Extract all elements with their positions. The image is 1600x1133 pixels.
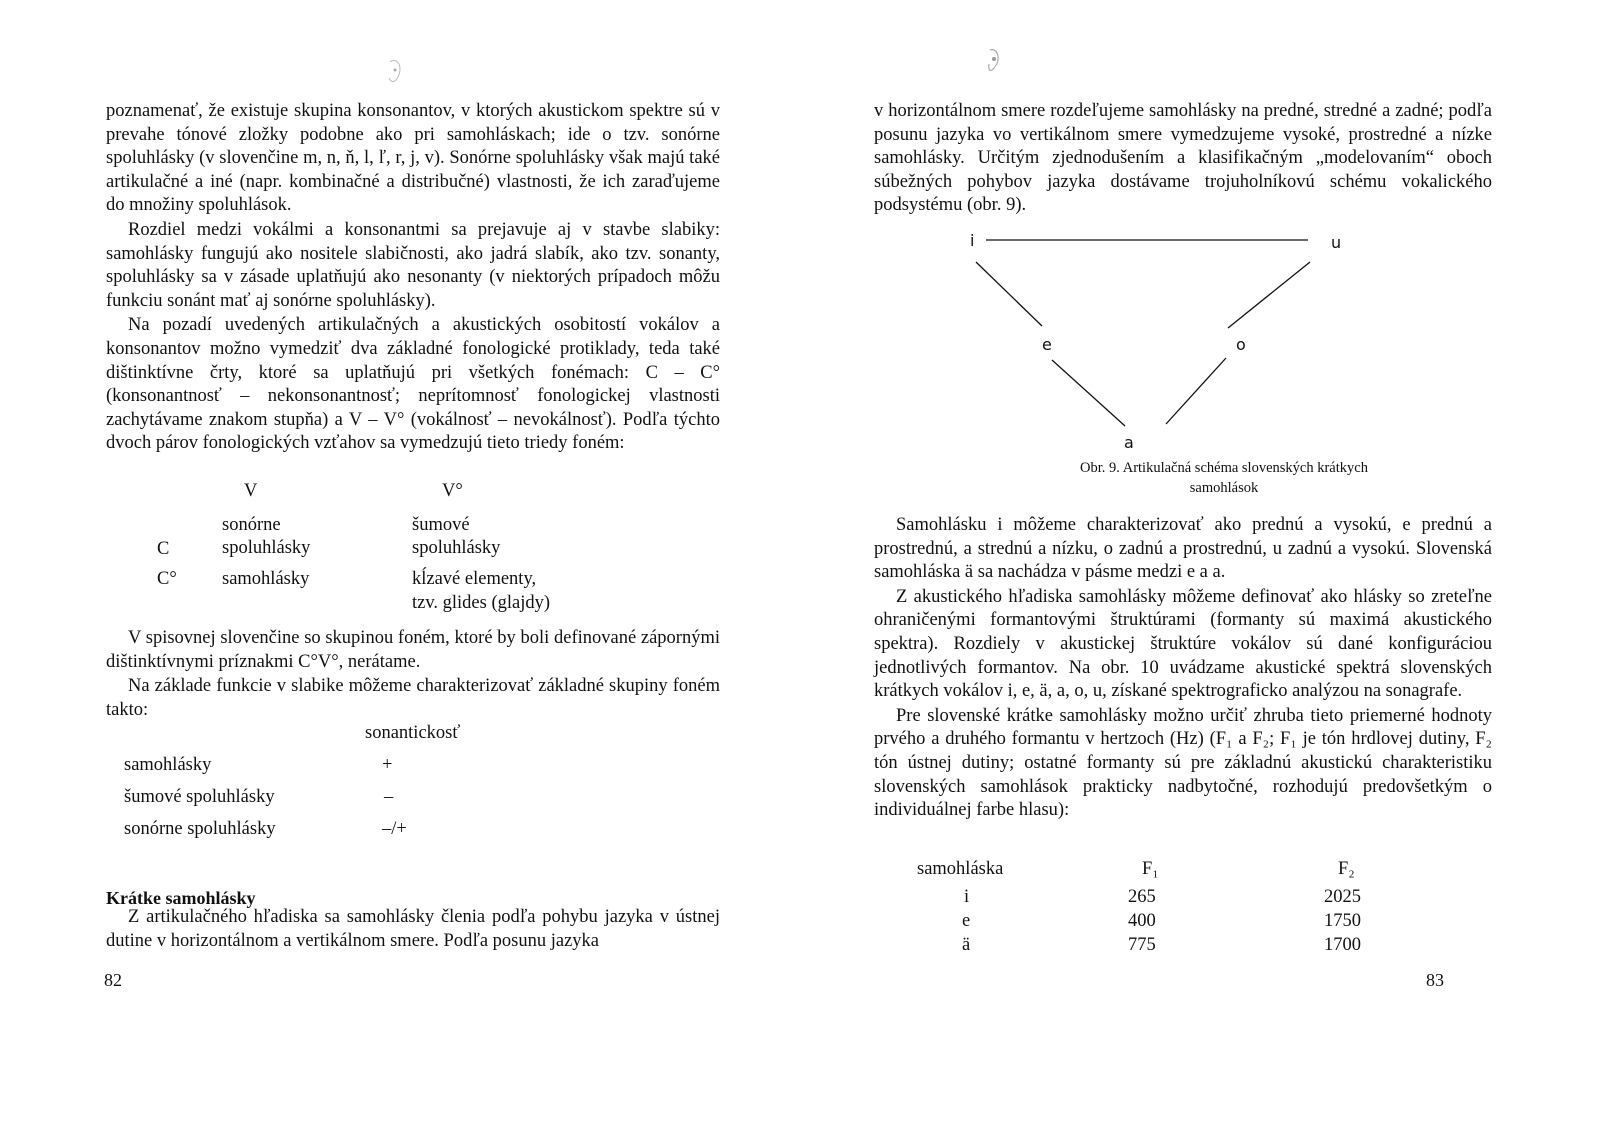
left-text-block-2	[106, 627, 720, 722]
grid-header-v0: V°	[442, 481, 463, 501]
grid-row-c0: C°	[157, 569, 177, 589]
sonant-row-value: –	[384, 787, 394, 807]
formant-header: samohláska	[917, 859, 1004, 879]
caption-line: Obr. 9. Artikulačná schéma slovenských krátkych	[1080, 460, 1368, 476]
page-number: 83	[1426, 970, 1444, 990]
vowel-triangle-diagram	[970, 230, 1370, 458]
formant-cell: 265	[1128, 887, 1156, 907]
paragraph: Na pozadí uvedených artikulačných a akustických osobitostí vokálov a konsonantov možno vymedziť dva základné fonologické protiklady, teda také dištinktívne črty, ktoré sa uplatňujú pri všetkých fonémach: C – C° (konsonantnosť – nekonsonantnosť; neprítomnosť fonologickej vlastnosti zachytávame znakom stupňa) a V – V° (vokálnosť – nevokálnosť). Podľa týchto dvoch párov fonologických vzťahov sa vymedzujú tieto triedy foném:	[106, 315, 720, 454]
formant-cell: e	[962, 911, 971, 931]
sonant-table-header: sonantickosť	[365, 723, 461, 743]
paragraph: Samohlásku i môžeme charakterizovať ako prednú a vysokú, e prednú a prostrednú, a strednú a nízku, o zadnú a prostrednú, u zadnú a vysokú. Slovenská samohláska ä sa nachádza v pásme medzi e a a.	[874, 515, 1492, 583]
line-o-a	[1166, 358, 1226, 424]
vowel-label-a: a	[1124, 433, 1134, 452]
paragraph: Na základe funkcie v slabike môžeme charakterizovať základné skupiny foném takto:	[106, 676, 720, 720]
paragraph: Rozdiel medzi vokálmi a konsonantmi sa prejavuje aj v stavbe slabiky: samohlásky fungujú ako nositele slabičnosti, ako jadrá slabík, ako tzv. sonanty, spoluhlásky sa v zásade uplatňujú ako nesonanty (v niektorých prípadoch môžu funkciu sonánt mať aj sonórne spoluhlásky).	[106, 219, 720, 311]
figure-caption	[974, 458, 1474, 498]
left-text-block-1	[106, 100, 720, 456]
caption-line: samohlások	[1189, 480, 1259, 496]
ink-smudge-icon	[384, 58, 406, 88]
right-text-block-1: v horizontálnom smere rozdeľujeme samohlásky na predné, stredné a zadné; podľa posunu jazyka vo vertikálnom smere vymedzujeme vysoké, prostredné a nízke samohlásky. Určitým zjednodušením a klasifikačným „modelovaním“ oboch súbežných pohybov jazyka dostávame trojuholníkovú schému vokalického podsystému (obr. 9).	[874, 101, 1492, 216]
formant-cell: ä	[962, 935, 971, 955]
formant-header: F₂	[1338, 859, 1355, 879]
formant-cell: 1700	[1324, 935, 1361, 955]
formant-cell: 1750	[1324, 911, 1361, 931]
sonant-row-label: samohlásky	[124, 755, 212, 775]
line-e-a	[1052, 360, 1125, 426]
paragraph: Z akustického hľadiska samohlásky môžeme definovať ako hlásky so zreteľne ohraničenými formantovými štruktúrami (formanty sú maximá akustického spektra). Rozdiely v akustickej štruktúre vokálov sú dané konfiguráciou jednotlivých formantov. Na obr. 10 uvádzame akustické spektrá slovenských krátkych vokálov i, e, ä, a, o, u, získané spektrograficko analýzou na sonagrafe.	[874, 586, 1492, 702]
line-i-e	[976, 262, 1042, 326]
formant-cell: i	[964, 887, 970, 907]
vowel-label-u: u	[1331, 233, 1342, 252]
right-text-block-2	[874, 514, 1492, 823]
paragraph: poznamenať, že existuje skupina konsonantov, v ktorých akustickom spektre sú v prevahe tónové zložky podobne ako pri samohláskach; ide o tzv. sonórne spoluhlásky (v slovenčine m, n, ň, l, ľ, r, j, v). Sonórne spoluhlásky však majú také artikulačné a iné (napr. kombinačné a distribučné) vlastnosti, že ich zaraďujeme do množiny spoluhlások.	[106, 101, 720, 216]
right-page	[800, 0, 1600, 1133]
grid-header-v: V	[244, 481, 258, 501]
vowel-label-i: i	[970, 231, 975, 250]
left-text-block-3: Z artikulačného hľadiska sa samohlásky členia podľa pohybu jazyka v ústnej dutine v horizontálnom a vertikálnom smere. Podľa posunu jazyka	[106, 907, 720, 951]
grid-cell: samohlásky	[222, 569, 310, 589]
grid-cell: spoluhlásky	[222, 538, 311, 558]
vowel-label-o: o	[1236, 335, 1246, 354]
sonant-row-label: šumové spoluhlásky	[124, 787, 275, 807]
paragraph: V spisovnej slovenčine so skupinou foném, ktoré by boli definované zápornými dištinktívnymi príznakmi C°V°, nerátame.	[106, 628, 720, 672]
ink-smudge-icon	[982, 46, 1004, 76]
formant-cell: 775	[1128, 935, 1156, 955]
formant-cell: 2025	[1324, 887, 1361, 907]
grid-cell: šumové	[412, 515, 470, 535]
sonant-row-value: +	[382, 755, 393, 775]
grid-cell: spoluhlásky	[412, 538, 501, 558]
grid-cell: tzv. glides (glajdy)	[412, 593, 551, 613]
page-number: 82	[104, 970, 122, 990]
grid-cell: kĺzavé elementy,	[412, 569, 537, 589]
line-u-o	[1228, 262, 1310, 328]
grid-row-c: C	[157, 539, 170, 559]
sonant-row-label: sonórne spoluhlásky	[124, 819, 276, 839]
paragraph: Pre slovenské krátke samohlásky možno určiť zhruba tieto priemerné hodnoty prvého a druhého formantu v hertzoch (Hz) (F₁ a F₂; F₁ je tón hrdlovej dutiny, F₂ tón ústnej dutiny; ostatné formanty sú pre základnú akustickú charakteristiku slovenských samohlások prakticky nadbytočné, rozhodujú predovšetkým o individuálnej farbe hlasu):	[874, 705, 1492, 821]
grid-cell: sonórne	[222, 515, 281, 535]
vowel-label-e: e	[1042, 335, 1052, 354]
formant-header: F₁	[1142, 859, 1159, 879]
section-heading: Krátke samohlásky	[106, 888, 256, 908]
formant-cell: 400	[1128, 911, 1156, 931]
sonant-row-value: –/+	[382, 819, 407, 839]
